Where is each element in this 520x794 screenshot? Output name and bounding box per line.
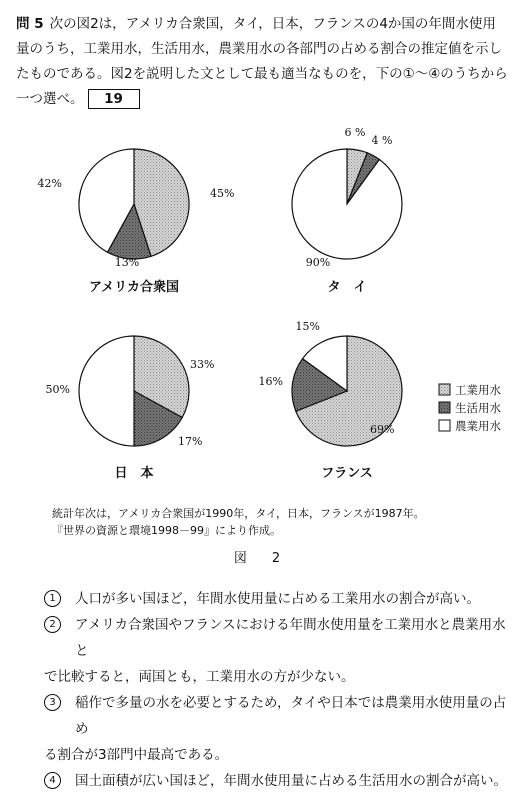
- question-body: 次の図2は，アメリカ合衆国，タイ，日本，フランスの4か国の年間水使用量のうち，工業用水，生活用水，農業用水の各部門の占める割合の推定値を示したものである。図2を説明した文として最も適当なものを，下の①～④のうちから一つ選べ。: [16, 16, 508, 107]
- figure-title: 図 2: [233, 551, 287, 566]
- pie-2-title: タ イ: [327, 280, 367, 295]
- option-3[interactable]: [44, 690, 514, 742]
- option-3-mark: 3: [44, 694, 61, 711]
- pie-1-label-3: 42%: [37, 177, 62, 190]
- pie-1-label-2: 13%: [114, 256, 140, 269]
- pie-2-label-1: 6 %: [344, 126, 366, 139]
- pie-3-label-2: 17%: [178, 435, 203, 448]
- source-note-2: 『世界の資源と環境1998－99』により作成。: [52, 524, 281, 537]
- pie-3-slice-3: [79, 336, 134, 446]
- answer-box[interactable]: 19: [88, 89, 140, 109]
- pie-4-label-3: 15%: [295, 320, 320, 333]
- pie-1-label-1: 45%: [210, 187, 235, 200]
- option-2-text-cont: で比較すると，両国とも，工業用水の方が少ない。: [44, 669, 355, 685]
- legend: [439, 383, 501, 433]
- pie-3-title: 日 本: [114, 466, 154, 481]
- pie-3-label-3: 50%: [45, 383, 70, 396]
- legend-swatch-3: [439, 420, 450, 431]
- pie-1-title: アメリカ合衆国: [88, 280, 180, 295]
- option-2[interactable]: [44, 612, 514, 664]
- legend-label-1: 工業用水: [455, 383, 501, 397]
- option-4-mark: 4: [44, 772, 61, 789]
- source-note-1: 統計年次は，アメリカ合衆国が1990年，タイ，日本，フランスが1987年。: [52, 507, 425, 520]
- pie-4-label-1: 69%: [370, 423, 395, 436]
- option-1-text: 人口が多い国ほど，年間水使用量に占める工業用水の割合が高い。: [75, 591, 480, 607]
- question-number: 問 5: [16, 16, 44, 32]
- legend-label-3: 農業用水: [455, 419, 501, 433]
- option-1[interactable]: [44, 586, 514, 612]
- pie-2-slice-3: [292, 149, 402, 259]
- option-2-mark: 2: [44, 616, 61, 633]
- legend-swatch-2: [439, 402, 450, 413]
- option-4-text: 国土面積が広い国ほど，年間水使用量に占める生活用水の割合が高い。: [75, 773, 507, 789]
- pie-2-label-3: 90%: [305, 256, 331, 269]
- option-1-mark: 1: [44, 590, 61, 607]
- option-2-text: アメリカ合衆国やフランスにおける年間水使用量を工業用水と農業用水と: [75, 617, 506, 659]
- pie-3-label-1: 33%: [190, 358, 215, 371]
- pie-2-label-2: 4 %: [371, 134, 393, 147]
- pie-4-title: フランス: [321, 466, 373, 481]
- option-4[interactable]: [44, 768, 514, 794]
- pies-group: [38, 126, 402, 481]
- option-3-text-cont: る割合が3部門中最高である。: [44, 747, 229, 763]
- options-list: [44, 586, 514, 794]
- legend-swatch-1: [439, 384, 450, 395]
- legend-label-2: 生活用水: [455, 401, 501, 415]
- pie-4-label-2: 16%: [258, 375, 283, 388]
- option-3-text: 稲作で多量の水を必要とするため，タイや日本では農業用水使用量の占め: [75, 695, 507, 737]
